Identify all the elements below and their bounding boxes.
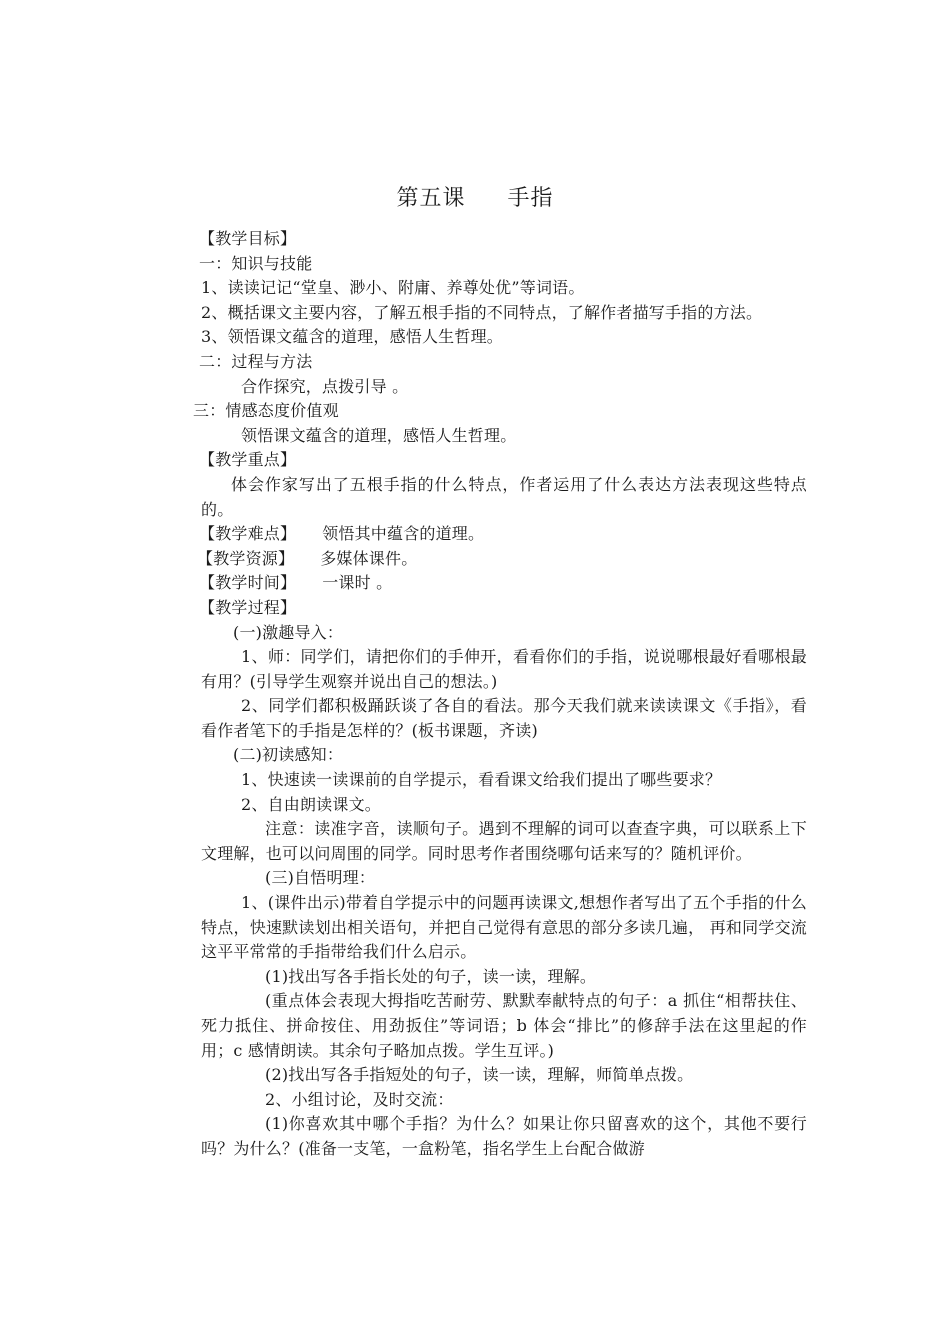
heading-resources: 【教学资源】: [197, 548, 295, 568]
section-reading-item-2: 2、自由朗读课文。: [241, 794, 381, 814]
section-insight-sub-2: (2)找出写各手指短处的句子，读一读，理解，师简单点拨。: [265, 1065, 694, 1085]
goal-attitude-text: 领悟课文蕴含的道理，感悟人生哲理。: [241, 425, 517, 445]
goal-item-3: 3、领悟课文蕴含的道理，感悟人生哲理。: [201, 327, 503, 347]
resources-line: [197, 547, 807, 572]
section-reading-heading: (二)初读感知：: [233, 745, 344, 765]
heading-key-points: 【教学重点】: [199, 450, 297, 470]
goal-attitude-heading: 三：情感态度价值观: [193, 401, 339, 421]
section-intro-heading: (一)激趣导入：: [233, 622, 344, 642]
goal-process-heading: 二：过程与方法: [199, 351, 313, 371]
goal-item-1: 1、读读记记“堂皇、渺小、附庸、养尊处优”等词语。: [201, 278, 585, 298]
section-insight-item-1: 1、(课件出示)带着自学提示中的问题再读课文,想想作者写出了五个手指的什么特点，快速默读划出相关语句，并把自己觉得有意思的部分多读几遍， 再和同学交流这平平常常的手指带给我们什么启示。: [201, 893, 807, 962]
difficulty-text: 领悟其中蕴含的道理。: [322, 524, 485, 544]
page-title: [0, 184, 950, 214]
heading-time: 【教学时间】: [199, 573, 297, 593]
section-insight-sub-1-detail: (重点体会表现大拇指吃苦耐劳、默默奉献特点的句子：a 抓住“相帮扶住、死力抵住、拼命按住、用劲扳住”等词语；b 体会“排比”的修辞手法在这里起的作用；c 感情朗读。其余句子略加点拨。学生互评。): [201, 991, 807, 1060]
section-insight-item-2: 2、小组讨论，及时交流：: [265, 1089, 454, 1109]
section-insight-discussion-1: (1)你喜欢其中哪个手指？为什么？如果让你只留喜欢的这个，其他不要行吗？为什么？(准备一支笔，一盒粉笔，指名学生上台配合做游: [201, 1114, 807, 1158]
section-reading-item-1: 1、快速读一读课前的自学提示，看看课文给我们提出了哪些要求？: [241, 770, 722, 790]
heading-teaching-goals: 【教学目标】: [199, 229, 297, 248]
heading-difficulty: 【教学难点】: [199, 524, 297, 544]
key-points-text: 体会作家写出了五根手指的什么特点，作者运用了什么表达方法表现这些特点的。: [201, 474, 807, 519]
section-insight-heading: (三)自悟明理：: [265, 868, 376, 888]
section-intro-item-1: 1、师：同学们，请把你们的手伸开，看看你们的手指，说说哪根最好看哪根最有用？(引导学生观察并说出自己的想法。): [201, 647, 807, 691]
goal-process-text: 合作探究，点拨引导 。: [241, 376, 409, 396]
section-insight-sub-1: (1)找出写各手指长处的句子，读一读，理解。: [265, 966, 597, 986]
time-text: 一课时 。: [322, 573, 393, 593]
section-intro-item-2: 2、同学们都积极踊跃谈了各自的看法。那今天我们就来读读课文《手指》，看看作者笔下的手指是怎样的？(板书课题，齐读): [201, 696, 807, 740]
goal-knowledge-heading: 一：知识与技能: [199, 253, 313, 273]
title-lesson-number: 第五课: [396, 186, 466, 211]
difficulty-line: [199, 522, 807, 547]
title-lesson-name: 手指: [507, 186, 554, 211]
resources-text: 多媒体课件。: [320, 548, 418, 568]
heading-process: 【教学过程】: [199, 597, 297, 617]
section-reading-note: 注意：读准字音，读顺句子。遇到不理解的词可以查查字典，可以联系上下文理解，也可以问周围的同学。同时思考作者围绕哪句话来写的？随机评价。: [201, 819, 807, 863]
time-line: [199, 571, 807, 596]
lesson-plan-body: [193, 227, 807, 1162]
goal-item-2: 2、概括课文主要内容，了解五根手指的不同特点，了解作者描写手指的方法。: [201, 302, 763, 322]
